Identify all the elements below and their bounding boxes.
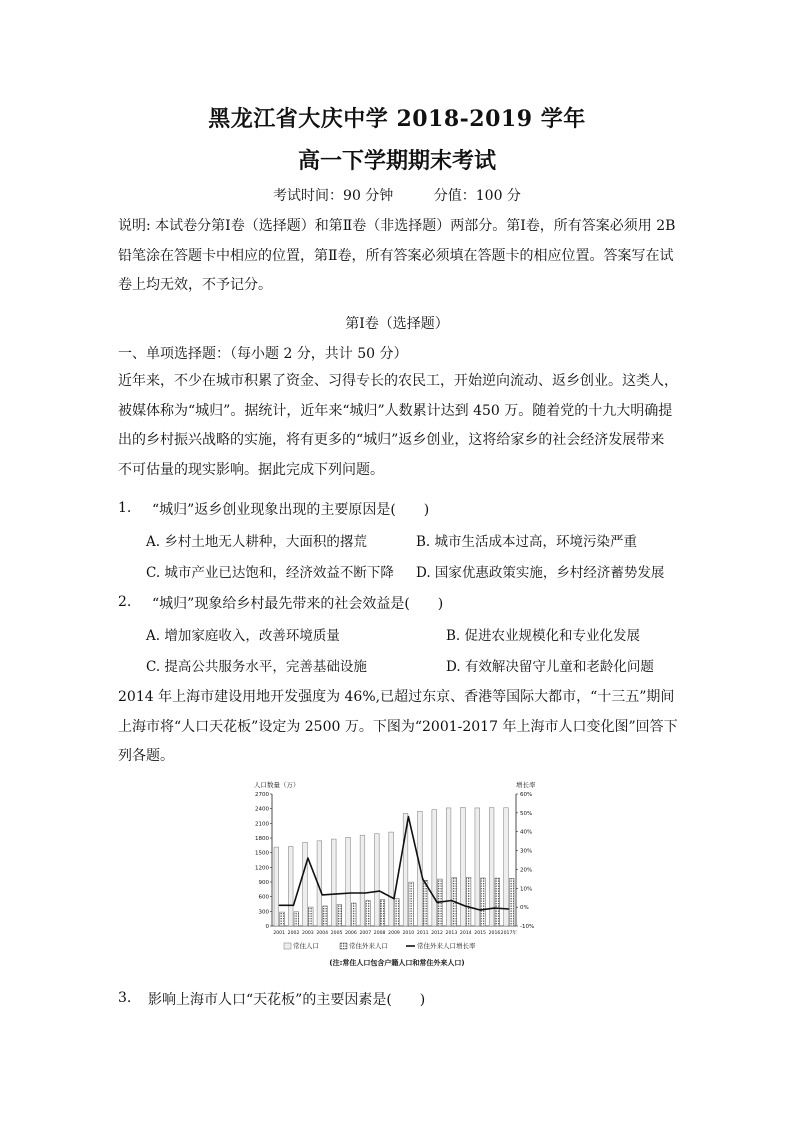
y-tick-label-left: 900 <box>258 880 269 886</box>
question-1-option-a[interactable]: A. 乡村土地无人耕种，大面积的撂荒 <box>146 534 367 550</box>
y-tick-label-left: 1500 <box>255 850 269 857</box>
bar-resident-population <box>331 839 336 926</box>
bar-foreign-population <box>308 907 313 926</box>
question-1-option-b[interactable]: B. 城市生活成本过高，环境污染严重 <box>416 534 638 550</box>
question-2-option-b[interactable]: B. 促进农业规模化和专业化发展 <box>446 628 641 644</box>
y-tick-label-right: 30% <box>520 848 533 855</box>
question-2-option-c[interactable]: C. 提高公共服务水平，完善基础设施 <box>146 659 367 675</box>
population-chart <box>248 778 546 974</box>
question-2-number: 2. <box>118 594 132 610</box>
y-tick-label-left: 1800 <box>255 836 269 842</box>
legend-label-foreign: 常住外来人口 <box>349 942 388 950</box>
y-axis-title-right: 增长率 <box>516 781 536 789</box>
x-tick-label: 2006 <box>345 931 357 936</box>
point-foreign-growth-rate <box>494 907 495 908</box>
x-tick-label: 2012 <box>431 931 443 936</box>
point-foreign-growth-rate <box>436 902 437 903</box>
question-1-option-c[interactable]: C. 城市产业已达饱和，经济效益不断下降 <box>146 565 394 581</box>
bar-resident-population <box>303 842 308 926</box>
bar-resident-population <box>274 847 279 926</box>
bar-foreign-population <box>323 906 328 926</box>
part-heading: 一、单项选择题：（每小题 2 分，共计 50 分） <box>118 346 408 362</box>
x-tick-label: 2004 <box>316 931 329 936</box>
bar-resident-population <box>446 808 451 926</box>
x-tick-label: 2005 <box>330 931 343 936</box>
point-foreign-growth-rate <box>422 878 423 879</box>
x-tick-label: 2010 <box>402 931 415 936</box>
x-tick-label: 2008 <box>373 931 386 936</box>
x-tick-label: 2011 <box>416 931 429 936</box>
bar-foreign-population <box>280 912 285 926</box>
bar-foreign-population <box>509 878 514 926</box>
point-foreign-growth-rate <box>279 905 280 906</box>
y-tick-label-right: 60% <box>520 792 533 798</box>
point-foreign-growth-rate <box>393 898 394 899</box>
bar-foreign-population <box>466 877 471 926</box>
x-tick-label: 2007 <box>359 931 372 936</box>
question-2-option-d[interactable]: D. 有效解决留守儿童和老龄化问题 <box>446 659 654 675</box>
x-tick-label: 2003 <box>302 931 314 936</box>
question-1-option-d[interactable]: D. 国家优惠政策实施，乡村经济蓄势发展 <box>416 565 665 581</box>
legend-label-rate: 常住外来人口增长率 <box>417 942 476 950</box>
y-tick-label-right: -10% <box>520 924 535 930</box>
legend-label-resident: 常住人口 <box>293 942 319 950</box>
bar-foreign-population <box>351 903 356 926</box>
chart-note: (注:常住人口包含户籍人口和常住外来人口) <box>329 959 465 967</box>
point-foreign-growth-rate <box>508 908 509 909</box>
point-foreign-growth-rate <box>480 909 481 910</box>
y-tick-label-right: 40% <box>520 829 533 836</box>
x-tick-label: 2017年 <box>500 931 517 936</box>
y-tick-label-left: 1200 <box>255 865 269 872</box>
point-foreign-growth-rate <box>322 894 323 895</box>
bar-foreign-population <box>481 878 486 926</box>
y-tick-label-left: 2400 <box>255 806 269 813</box>
x-tick-label: 2013 <box>445 931 458 936</box>
population-chart-svg <box>248 778 546 974</box>
bar-resident-population <box>432 810 437 926</box>
bar-resident-population <box>389 832 394 926</box>
passage-1: 近年来，不少在城市积累了资金、习得专长的农民工，开始逆向流动、返乡创业。这类人，被媒体称为“城归”。据统计，近年来“城归”人数累计达到 450 万。随着党的十九大明确提出的乡村振兴战略的实施，将有更多的“城归”返乡创业，这将给家乡的社会经济发展带来不可估量的现实影响。据此完成下列问题。 <box>118 373 678 478</box>
question-3-number: 3. <box>118 990 132 1006</box>
point-foreign-growth-rate <box>293 905 294 906</box>
bar-resident-population <box>461 807 466 926</box>
point-foreign-growth-rate <box>336 893 337 894</box>
bar-foreign-population <box>337 905 342 926</box>
bar-resident-population <box>288 847 293 926</box>
bar-foreign-population <box>395 899 400 926</box>
question-1-number: 1. <box>118 500 132 516</box>
bar-foreign-population <box>409 882 414 926</box>
bar-resident-population <box>360 835 365 926</box>
section-title: 第Ⅰ卷（选择题） <box>345 316 449 332</box>
y-tick-label-left: 2700 <box>255 792 269 798</box>
question-1-text: “城归”返乡创业现象出现的主要原因是( ) <box>152 502 430 518</box>
y-tick-label-right: 50% <box>520 810 533 817</box>
point-foreign-growth-rate <box>465 906 466 907</box>
y-tick-label-right: 10% <box>520 886 533 893</box>
bar-resident-population <box>346 837 351 926</box>
passage-2: 2014 年上海市建设用地开发强度为 46%,已超过东京、香港等国际大都市，“十三五”期间上海市将“人口天花板”设定为 2500 万。下图为“2001-2017 年上海市人口变化图”回答下列各题。 <box>118 689 678 764</box>
x-tick-label: 2015 <box>474 931 486 936</box>
point-foreign-growth-rate <box>350 892 351 893</box>
question-2-text: “城归”现象给乡村最先带来的社会效益是( ) <box>152 596 444 612</box>
point-foreign-growth-rate <box>379 891 380 892</box>
exam-info <box>0 185 794 205</box>
bar-resident-population <box>374 834 379 926</box>
legend-swatch-resident <box>284 943 291 949</box>
bar-foreign-population <box>294 912 299 926</box>
y-tick-label-left: 600 <box>258 894 269 901</box>
point-foreign-growth-rate <box>307 858 308 859</box>
y-tick-label-left: 0 <box>265 924 269 930</box>
y-tick-label-left: 2100 <box>255 821 269 828</box>
exam-subtitle: 高一下学期期末考试 <box>297 148 496 174</box>
point-foreign-growth-rate <box>365 892 366 893</box>
x-tick-label: 2009 <box>388 931 400 936</box>
y-axis-title-left: 人口数量（万） <box>254 781 300 789</box>
question-3-text: 影响上海市人口“天花板”的主要因素是( ) <box>148 992 426 1008</box>
point-foreign-growth-rate <box>451 900 452 901</box>
instructions: 说明: 本试卷分第Ⅰ卷（选择题）和第Ⅱ卷（非选择题）两部分。第Ⅰ卷，所有答案必须用 2B 铅笔涂在答题卡中相应的位置，第Ⅱ卷，所有答案必须填在答题卡的相应位置。答案写在试卷上均无效，不予记分。 <box>118 218 676 293</box>
point-foreign-growth-rate <box>408 816 409 817</box>
question-2-option-a[interactable]: A. 增加家庭收入，改善环境质量 <box>146 628 340 644</box>
bar-foreign-population <box>495 878 500 926</box>
x-tick-label: 2014 <box>459 931 472 936</box>
legend-swatch-foreign <box>340 943 347 949</box>
bar-foreign-population <box>380 900 385 926</box>
y-tick-label-right: 0% <box>520 905 529 912</box>
y-tick-label-left: 300 <box>258 909 269 916</box>
exam-title: 黑龙江省大庆中学 2018-2019 学年 <box>208 106 586 132</box>
y-tick-label-right: 20% <box>520 867 533 874</box>
x-tick-label: 2016 <box>488 931 501 936</box>
exam-score: 分值：100 分 <box>433 188 521 204</box>
line-foreign-growth-rate <box>279 817 509 910</box>
x-tick-label: 2001 <box>273 931 286 936</box>
bar-foreign-population <box>366 901 371 926</box>
x-tick-label: 2002 <box>287 931 300 936</box>
exam-time: 考试时间：90 分钟 <box>273 188 394 204</box>
